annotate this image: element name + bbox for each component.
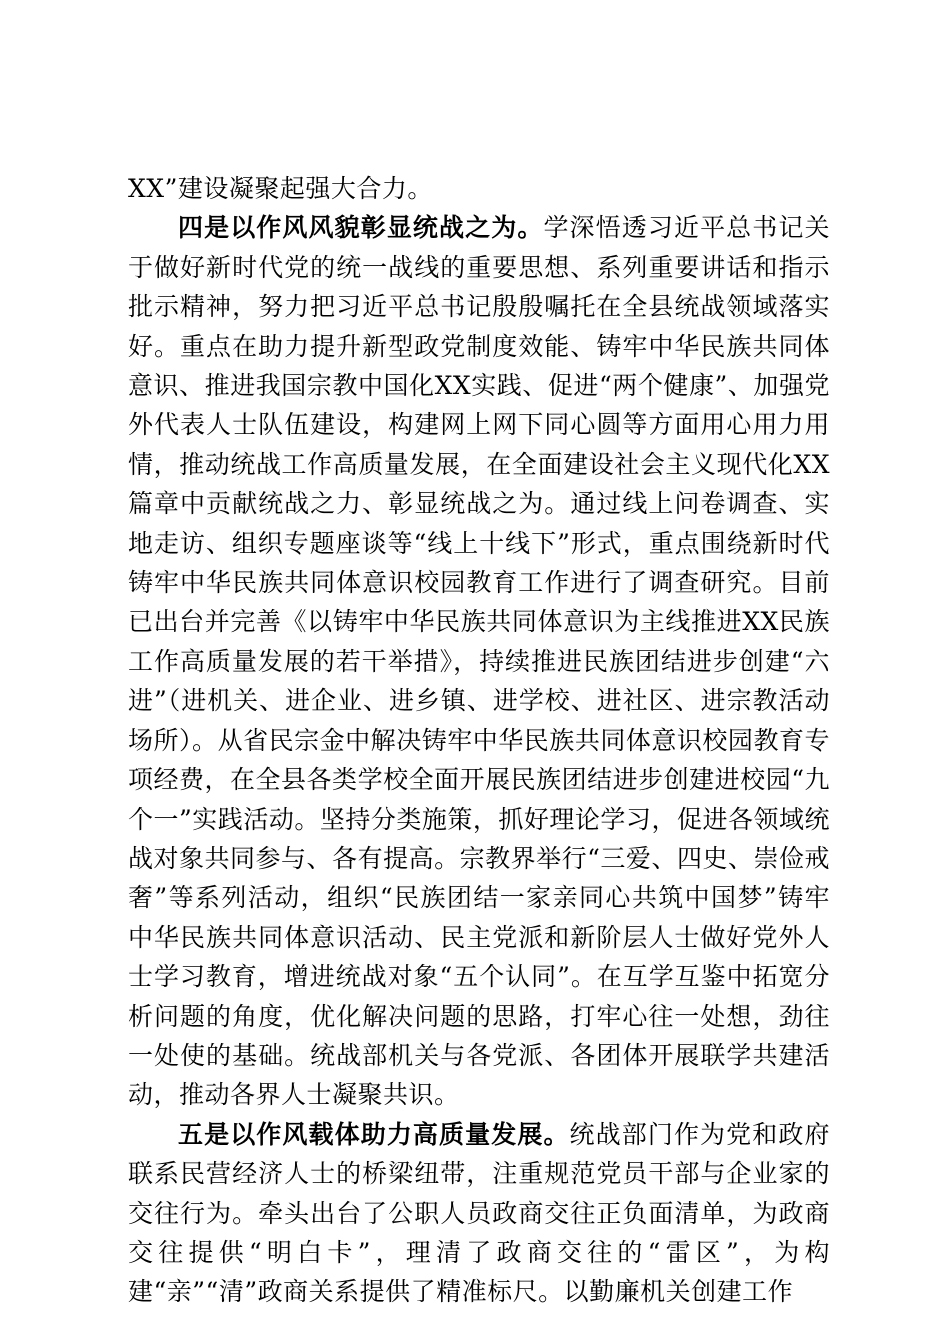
section-heading-four: 四是以作风风貌彰显统战之为。 <box>178 213 544 243</box>
paragraph-text: 学深悟透习近平总书记关于做好新时代党的统一战线的重要思想、系列重要讲话和指示批示精神，努力把习近平总书记殷殷嘱托在全县统战领域落实好。重点在助力提升新型政党制度效能、铸牢中华民族共同体意识、推进我国宗教中国化XX实践、促进“两个健康”、加强党外代表人士队伍建设，构建网上网下同心圆等方面用心用力用情，推动统战工作高质量发展，在全面建设社会主义现代化XX篇章中贡献统战之力、彰显统战之为。通过线上问卷调查、实地走访、组织专题座谈等“线上十线下”形式，重点围绕新时代铸牢中华民族共同体意识校园教育工作进行了调查研究。目前已出台并完善《以铸牢中华民族共同体意识为主线推进XX民族工作高质量发展的若干举措》，持续推进民族团结进步创建“六进”（进机关、进企业、进乡镇、进学校、进社区、进宗教活动场所）。从省民宗金中解决铸牢中华民族共同体意识校园教育专项经费，在全县各类学校全面开展民族团结进步创建进校园“九个一”实践活动。坚持分类施策，抓好理论学习，促进各领域统战对象共同参与、各有提高。宗教界举行“三爱、四史、崇俭戒奢”等系列活动，组织“民族团结一家亲同心共筑中国梦”铸牢中华民族共同体意识活动、民主党派和新阶层人士做好党外人士学习教育，增进统战对象“五个认同”。在互学互鉴中拓宽分析问题的角度，优化解决问题的思路，打牢心往一处想，劲往一处使的基础。统战部机关与各党派、各团体开展联学共建活动，推动各界人士凝聚共识。 <box>128 213 830 1110</box>
paragraph-text: 统战部门作为党和政府联系民营经济人士的桥梁纽带，注重规范党员干部与企业家的交往行为。牵头出台了公职人员政商交往正负面清单，为政商交往提供“明白卡”，理清了政商交往的“雷区”，为构建“亲”“清”政商关系提供了精准标尺。以勤廉机关创建工作 <box>128 1119 830 1307</box>
paragraph-section-five <box>128 1115 830 1312</box>
section-heading-five: 五是以作风载体助力高质量发展。 <box>178 1119 570 1149</box>
paragraph-section-four <box>128 208 830 1114</box>
document-page <box>128 169 830 1312</box>
paragraph-continuation <box>128 169 830 208</box>
paragraph-text: XX”建设凝聚起强大合力。 <box>128 174 433 203</box>
